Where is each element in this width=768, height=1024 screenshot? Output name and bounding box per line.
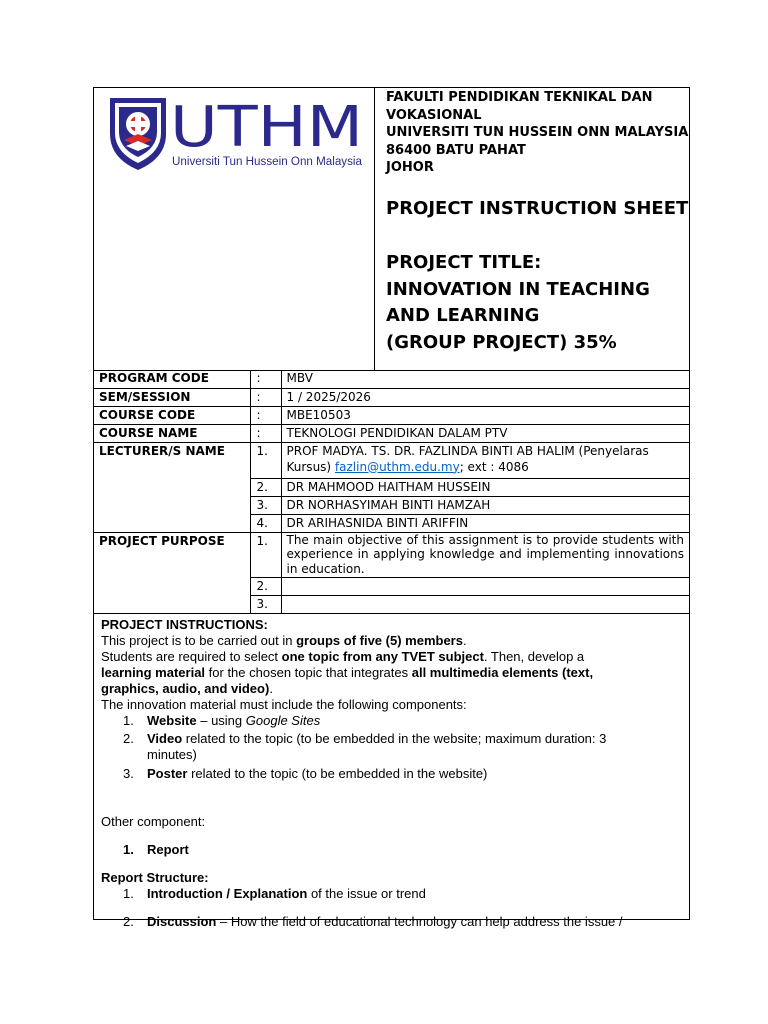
sem-session-label: SEM/SESSION [94,388,250,406]
course-name-value: TEKNOLOGI PENDIDIKAN DALAM PTV [281,424,689,442]
purpose-text: The main objective of this assignment is to provide students with experience in applying knowledge and implementing innovations in education. [281,532,689,577]
lecturer-1-prefix: Kursus) [286,459,335,474]
faculty-line: FAKULTI PENDIDIKAN TEKNIKAL DAN [386,90,653,105]
bold-span: Website [147,713,197,728]
text-span: This project is to be carried out in [101,633,297,648]
bold-span: Poster [147,766,188,781]
text-span: – How the field of educational technology can help address the issue / [216,914,623,929]
bold-span: Report [147,842,189,857]
text-span: minutes) [147,747,197,762]
program-code-label: PROGRAM CODE [94,370,250,388]
list-num: 1. [123,886,134,901]
project-title [386,250,650,356]
list-num: 1. [123,713,134,728]
faculty-line: UNIVERSITI TUN HUSSEIN ONN MALAYSIA [386,125,689,140]
purpose-text [281,595,689,613]
purpose-text [281,577,689,595]
course-name-label: COURSE NAME [94,424,250,442]
lecturers-label: LECTURER/S NAME [94,442,250,532]
bold-span: all multimedia elements (text, [411,665,594,680]
lecturer-num: 3. [250,496,281,514]
instructions-heading: PROJECT INSTRUCTIONS: [101,617,268,632]
bold-span: groups of five (5) members [296,633,463,648]
purpose-num: 1. [250,532,281,577]
faculty-line: 86400 BATU PAHAT [386,142,526,158]
project-title-line: AND LEARNING [386,305,540,326]
list-item [101,886,686,902]
italic-span: Google Sites [245,713,321,728]
text-span: – using [196,713,246,728]
list-num: 2. [123,731,134,746]
separator: : [250,370,281,388]
lecturer-1-line2 [287,459,685,475]
faculty-line: JOHOR [386,160,434,175]
table-row [94,406,689,424]
purpose-num: 2. [250,577,281,595]
other-components-list [101,842,686,858]
list-item [101,766,686,782]
list-num: 2. [123,914,134,929]
report-structure-heading: Report Structure: [101,870,209,885]
text-span: . Then, develop a [483,649,585,664]
text-span: of the issue or trend [307,886,426,901]
project-instructions [101,617,686,930]
lecturer-num: 2. [250,478,281,496]
course-code-label: COURSE CODE [94,406,250,424]
lecturer-3: DR NORHASYIMAH BINTI HAMZAH [281,496,689,514]
header-divider [374,88,375,370]
text-span: for the chosen topic that integrates [205,665,412,680]
uthm-logo [108,94,366,172]
list-item [101,914,686,930]
list-item [101,842,686,858]
lecturer-1 [281,442,689,478]
bold-span: Introduction / Explanation [147,886,308,901]
table-row [94,388,689,406]
faculty-line: VOKASIONAL [386,107,482,123]
sem-session-value: 1 / 2025/2026 [281,388,689,406]
components-list [101,713,686,782]
list-num: 1. [123,842,134,857]
lecturer-num: 4. [250,514,281,532]
text-span: related to the topic (to be embedded in the website) [187,766,488,781]
text-span: related to the topic (to be embedded in the website; maximum duration: 3 [182,731,607,746]
bold-span: learning material [101,665,206,680]
course-details-table [94,370,689,614]
table-row [94,370,689,388]
logo-subtext: Universiti Tun Hussein Onn Malaysia [172,156,363,168]
table-row [94,532,689,577]
instructions-p3: The innovation material must include the following components: [101,697,467,712]
separator: : [250,424,281,442]
other-component-label: Other component: [101,814,206,829]
project-title-line: PROJECT TITLE: [386,252,542,273]
list-item [101,731,686,763]
lecturer-num: 1. [250,442,281,478]
text-span: Students are required to select [101,649,282,664]
separator: : [250,388,281,406]
program-code-value: MBV [281,370,689,388]
sheet-header [94,88,689,371]
separator: : [250,406,281,424]
instructions-p1 [101,633,686,649]
purpose-label: PROJECT PURPOSE [94,532,250,613]
bold-span: Discussion [147,914,217,929]
report-structure-list [101,886,686,930]
project-title-line: (GROUP PROJECT) 35% [386,331,617,353]
lecturer-4: DR ARIHASNIDA BINTI ARIFFIN [281,514,689,532]
purpose-num: 3. [250,595,281,613]
sheet-title: PROJECT INSTRUCTION SHEET [386,198,689,219]
table-row [94,442,689,478]
text-span: . [269,681,273,696]
list-num: 3. [123,766,134,781]
lecturer-2: DR MAHMOOD HAITHAM HUSSEIN [281,478,689,496]
instructions-p2 [101,649,686,697]
bold-span: Video [147,731,183,746]
text-span: . [462,633,467,648]
bold-span: graphics, audio, and video) [101,681,270,696]
table-row [94,424,689,442]
project-title-line: INNOVATION IN TEACHING [386,278,650,300]
logo-wordmark: UTHM [170,95,363,160]
bold-span: one topic from any TVET subject [281,649,484,664]
list-item [101,713,686,729]
faculty-address [386,89,689,177]
lecturer-1-line1: PROF MADYA. TS. DR. FAZLINDA BINTI AB HALIM (Penyelaras [286,443,649,458]
logo-cell [94,88,374,370]
email-link[interactable]: fazlin@uthm.edu.my [334,459,460,474]
lecturer-1-ext: ; ext : 4086 [459,459,529,474]
course-code-value: MBE10503 [281,406,689,424]
instruction-sheet [93,87,690,929]
